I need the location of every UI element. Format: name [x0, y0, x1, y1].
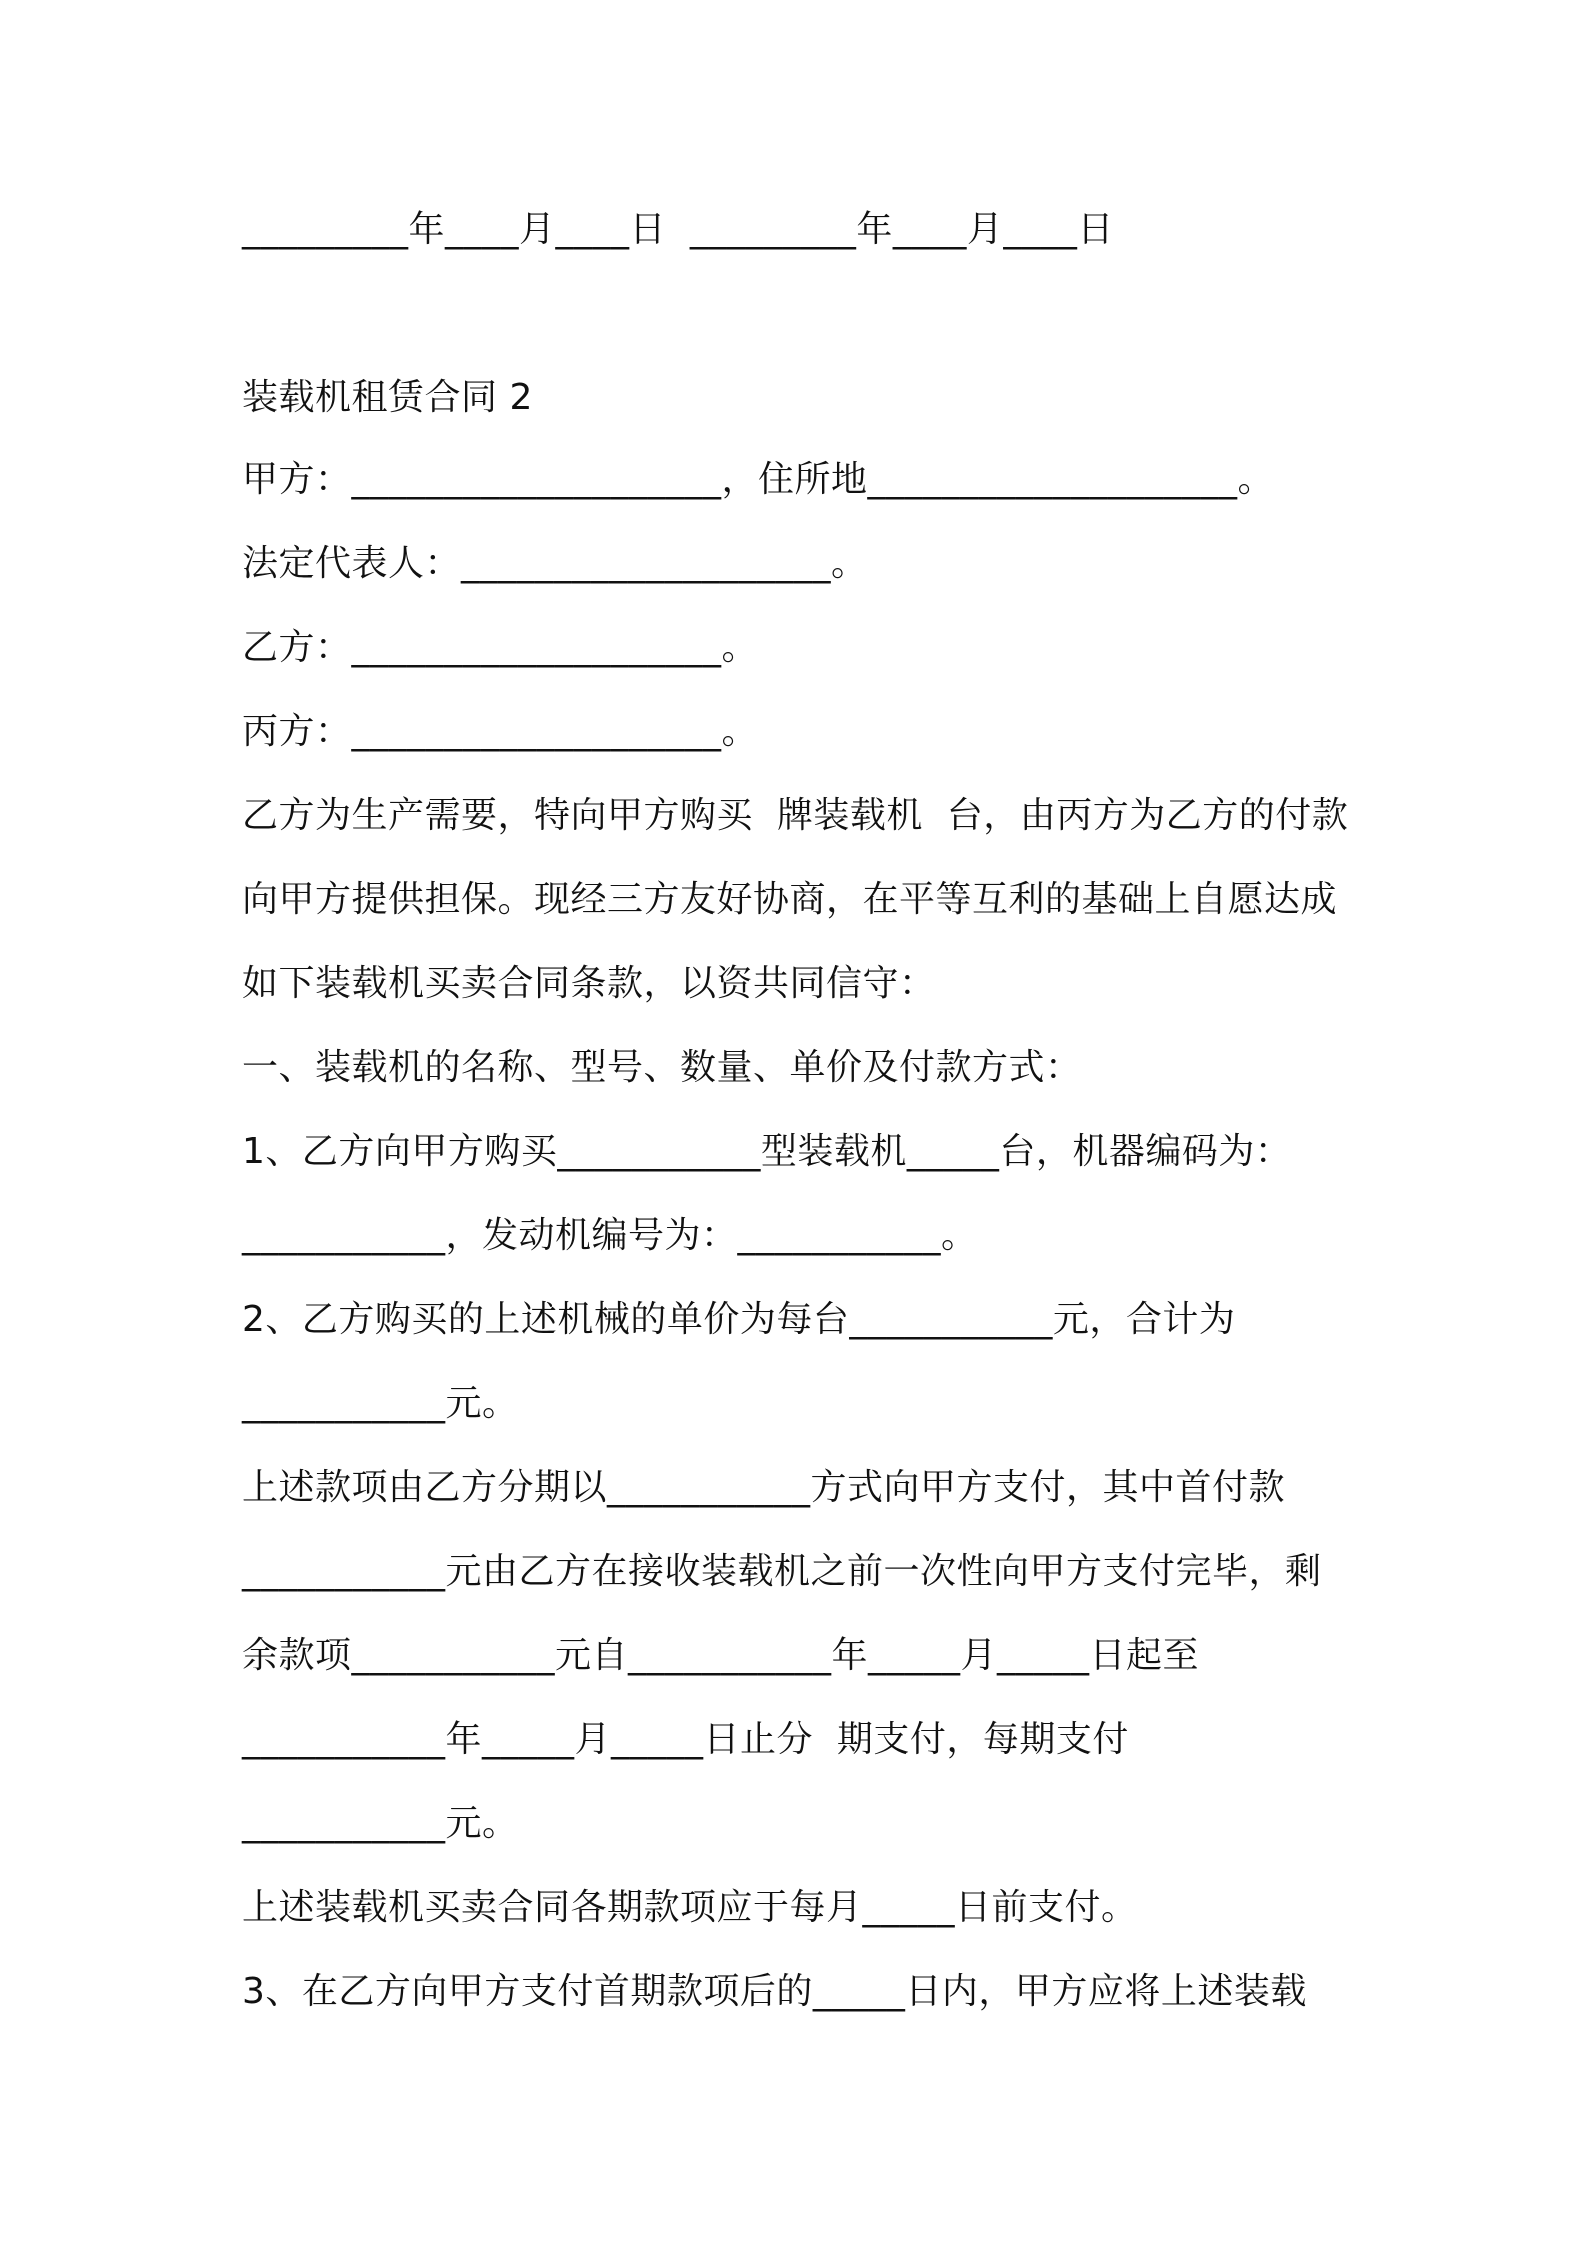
- payment-line-1: 上述款项由乙方分期以___________方式向甲方支付，其中首付款: [242, 1467, 1286, 1508]
- party-a-line: 甲方：____________________，住所地____________________。: [242, 459, 1275, 500]
- intro-paragraph-line-1: 乙方为生产需要，特向甲方购买 牌装载机 台，由丙方为乙方的付款: [242, 795, 1349, 836]
- date-line: _________年____月____日 _________年____月____日: [242, 209, 1114, 250]
- contract-heading: 装载机租赁合同 2: [242, 377, 533, 418]
- item-1-line-1: 1、乙方向甲方购买___________型装载机_____台，机器编码为：: [242, 1131, 1292, 1172]
- section-1-title: 一、装载机的名称、型号、数量、单价及付款方式：: [242, 1047, 1082, 1088]
- payment-line-5: ___________元。: [242, 1803, 519, 1844]
- legal-representative-line: 法定代表人：____________________。: [242, 543, 868, 584]
- item-1-line-2: ___________，发动机编号为：___________。: [242, 1215, 978, 1256]
- payment-line-3: 余款项___________元自___________年_____月_____日起至: [242, 1635, 1200, 1676]
- payment-line-2: ___________元由乙方在接收装载机之前一次性向甲方支付完毕，剩: [242, 1551, 1322, 1592]
- intro-paragraph-line-2: 向甲方提供担保。现经三方友好协商，在平等互利的基础上自愿达成: [242, 879, 1338, 920]
- item-2-line-2: ___________元。: [242, 1383, 519, 1424]
- intro-paragraph-line-3: 如下装载机买卖合同条款，以资共同信守：: [242, 963, 936, 1004]
- item-2-line-1: 2、乙方购买的上述机械的单价为每台___________元，合计为: [242, 1299, 1236, 1340]
- monthly-payment-line: 上述装载机买卖合同各期款项应于每月_____日前支付。: [242, 1887, 1138, 1928]
- party-c-line: 丙方：____________________。: [242, 711, 759, 752]
- party-b-line: 乙方：____________________。: [242, 627, 759, 668]
- item-3-line-1: 3、在乙方向甲方支付首期款项后的_____日内，甲方应将上述装载: [242, 1971, 1307, 2012]
- payment-line-4: ___________年_____月_____日止分 期支付，每期支付: [242, 1719, 1129, 1760]
